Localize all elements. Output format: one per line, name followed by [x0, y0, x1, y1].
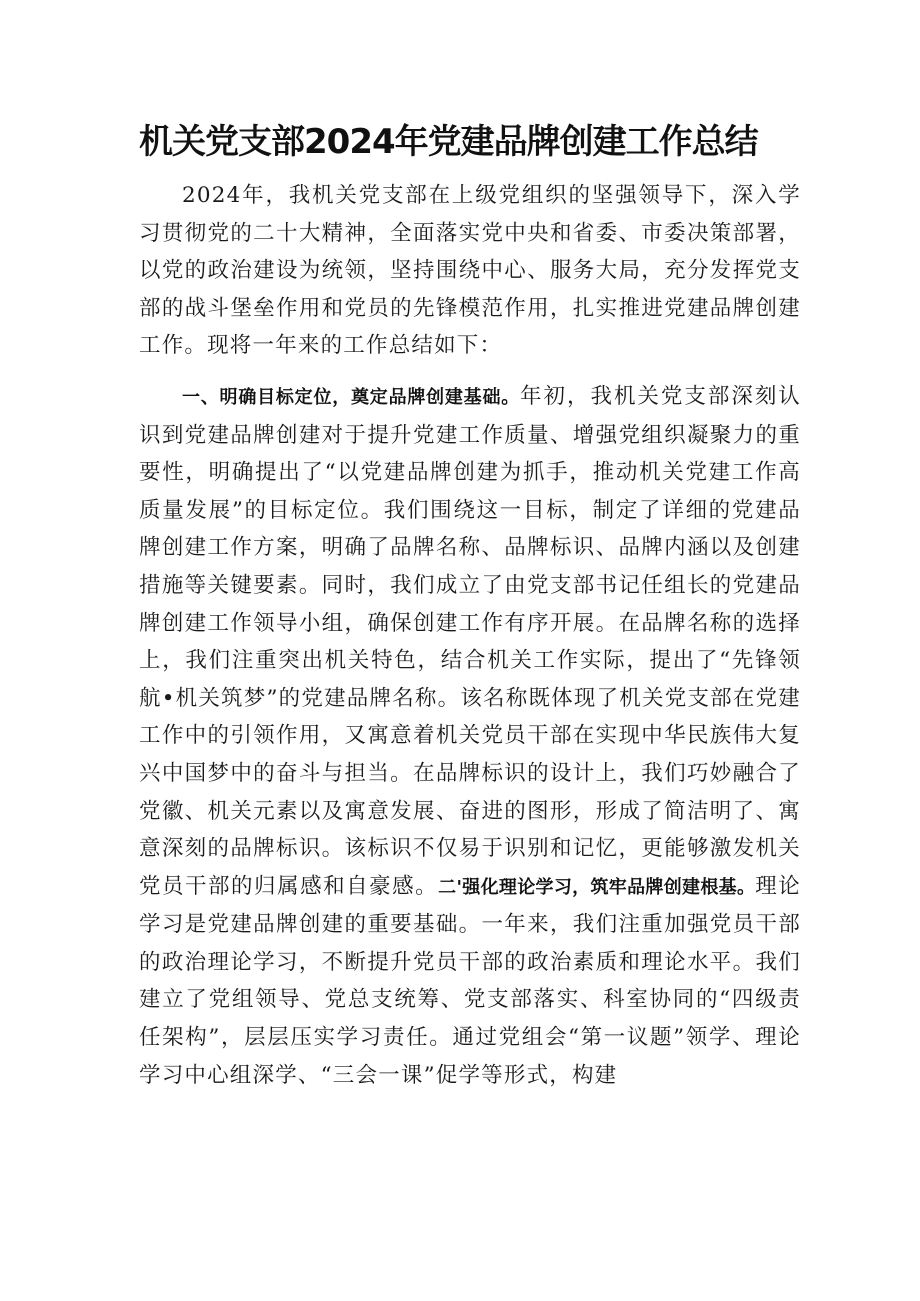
section-1-body: 年初，我机关党支部深刻认识到党建品牌创建对于提升党建工作质量、增强党组织凝聚力的重要性，明确提出了“以党建品牌创建为抓手，推动机关党建工作高质量发展”的目标定位。我们围绕这一目标，制定了详细的党建品牌创建工作方案，明确了品牌名称、品牌标识、品牌内涵以及创建措施等关键要素。同时，我们成立了由党支部书记任组长的党建品牌创建工作领导小组，确保创建工作有序开展。在品牌名称的选择上，我们注重突出机关特色，结合机关工作实际，提出了“先锋领航•机关筑梦”的党建品牌名称。该名称既体现了机关党支部在党建工作中的引领作用，又寓意着机关党员干部在实现中华民族伟大复兴中国梦中的奋斗与担当。在品牌标识的设计上，我们巧妙融合了党徽、机关元素以及寓意发展、奋进的图形，形成了简洁明了、寓意深刻的品牌标识。该标识不仅易于识别和记忆，更能够激发机关党员干部的归属感和自豪感。	[139, 383, 802, 899]
document-body	[139, 177, 801, 1094]
intro-paragraph: 2024年，我机关党支部在上级党组织的坚强领导下，深入学习贯彻党的二十大精神，全面落实党中央和省委、市委决策部署，以党的政治建设为统领，坚持围绕中心、服务大局，充分发挥党支部的战斗堡垒作用和党员的先锋模范作用，扎实推进党建品牌创建工作。现将一年来的工作总结如下：	[139, 183, 801, 359]
document-title: 机关党支部2024年党建品牌创建工作总结	[139, 122, 758, 162]
section-2-heading: 二'强化理论学习，筑牢品牌创建根基。	[438, 876, 756, 898]
section-1-heading: 一、明确目标定位，奠定品牌创建基础。	[182, 386, 521, 408]
section-2-body: 理论学习是党建品牌创建的重要基础。一年来，我们注重加强党员干部的政治理论学习，不断提升党员干部的政治素质和理论水平。我们建立了党组领导、党总支统筹、党支部落实、科室协同的“四级责任架构”，层层压实学习责任。通过党组会“第一议题”领学、理论学习中心组深学、“三会一课”促学等形式，构建	[139, 873, 801, 1088]
section-paragraph	[139, 378, 801, 1094]
